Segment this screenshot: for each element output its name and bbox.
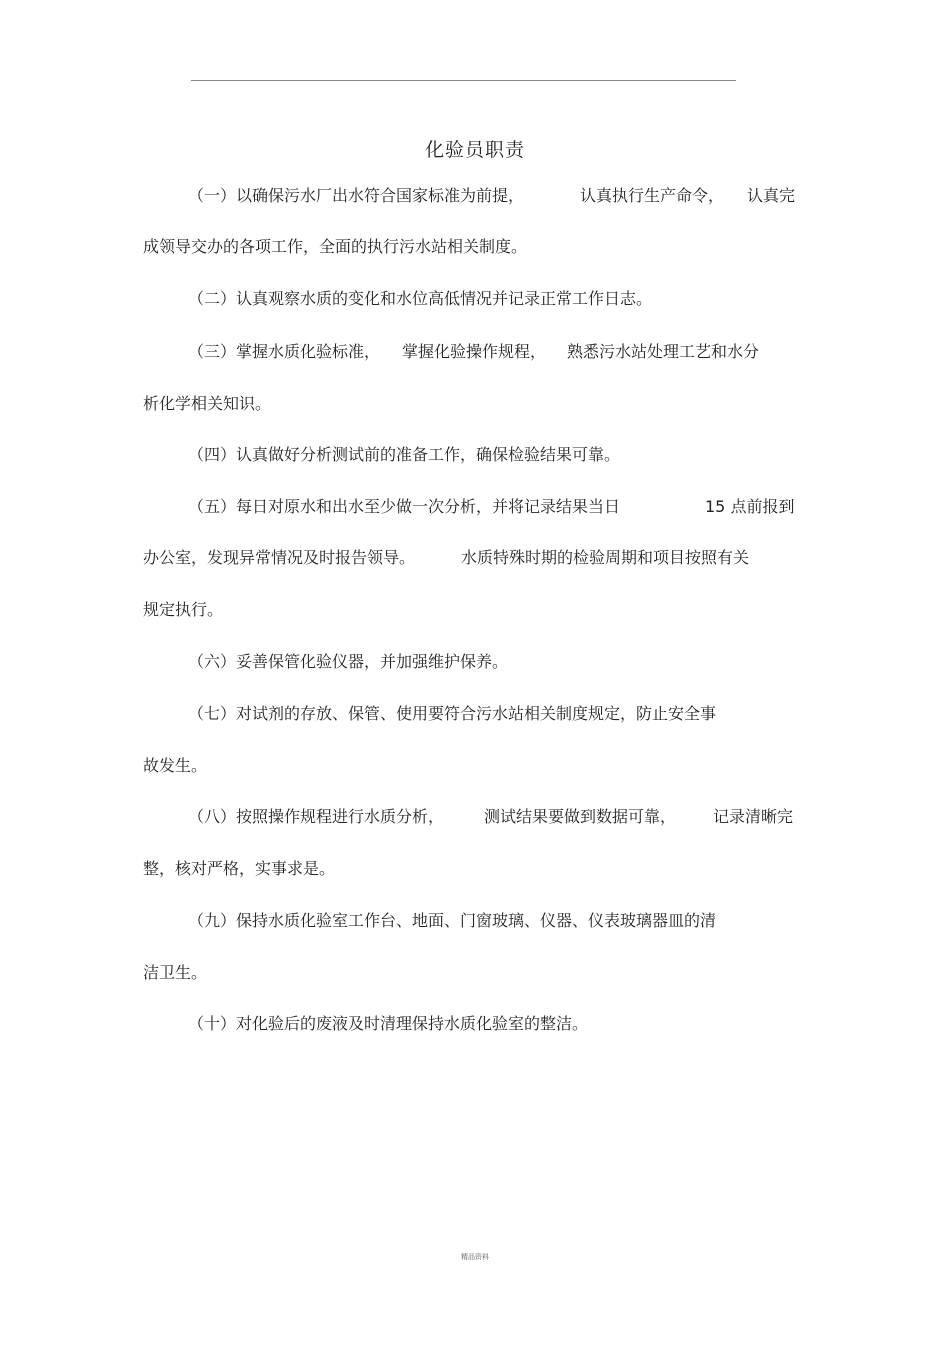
text-line: 15 点前报到 [705, 497, 795, 516]
text-line: 熟悉污水站处理工艺和水分 [567, 342, 760, 361]
text-line: 成领导交办的各项工作，全面的执行污水站相关制度。 [143, 237, 528, 256]
text-line: 记录清晰完 [713, 807, 794, 826]
text-line: 认真执行生产命令， [580, 186, 725, 205]
text-line: 洁卫生。 [143, 963, 208, 982]
text-line: 整，核对严格，实事求是。 [143, 859, 336, 878]
header-rule [191, 80, 736, 81]
text-line: 测试结果要做到数据可靠， [484, 807, 677, 826]
text-line: 析化学相关知识。 [143, 394, 272, 413]
text-line: 认真完 [747, 186, 796, 205]
text-line: （八）按照操作规程进行水质分析， [188, 807, 445, 826]
text-line: （三）掌握水质化验标准， [188, 342, 381, 361]
text-line: （七）对试剂的存放、保管、使用要符合污水站相关制度规定，防止安全事 [188, 704, 717, 723]
text-line: 掌握化验操作规程， [402, 342, 547, 361]
text-line: 水质特殊时期的检验周期和项目按照有关 [461, 548, 750, 567]
text-line: （四）认真做好分析测试前的准备工作，确保检验结果可靠。 [188, 445, 621, 464]
text-line: （六）妥善保管化验仪器，并加强维护保养。 [188, 652, 509, 671]
text-line: 办公室，发现异常情况及时报告领导。 [143, 548, 416, 567]
text-line: （九）保持水质化验室工作台、地面、门窗玻璃、仪器、仪表玻璃器皿的清 [188, 911, 717, 930]
text-line: 故发生。 [143, 756, 208, 775]
text-line: 规定执行。 [143, 600, 224, 619]
text-line: （一）以确保污水厂出水符合国家标准为前提， [188, 186, 525, 205]
text-line: （五）每日对原水和出水至少做一次分析，并将记录结果当日 [188, 497, 621, 516]
document-title: 化验员职责 [424, 139, 525, 161]
text-line: （十）对化验后的废液及时清理保持水质化验室的整洁。 [188, 1014, 589, 1033]
text-line: （二）认真观察水质的变化和水位高低情况并记录正常工作日志。 [188, 289, 653, 308]
page-footer: 精品资料 [461, 1253, 489, 1261]
